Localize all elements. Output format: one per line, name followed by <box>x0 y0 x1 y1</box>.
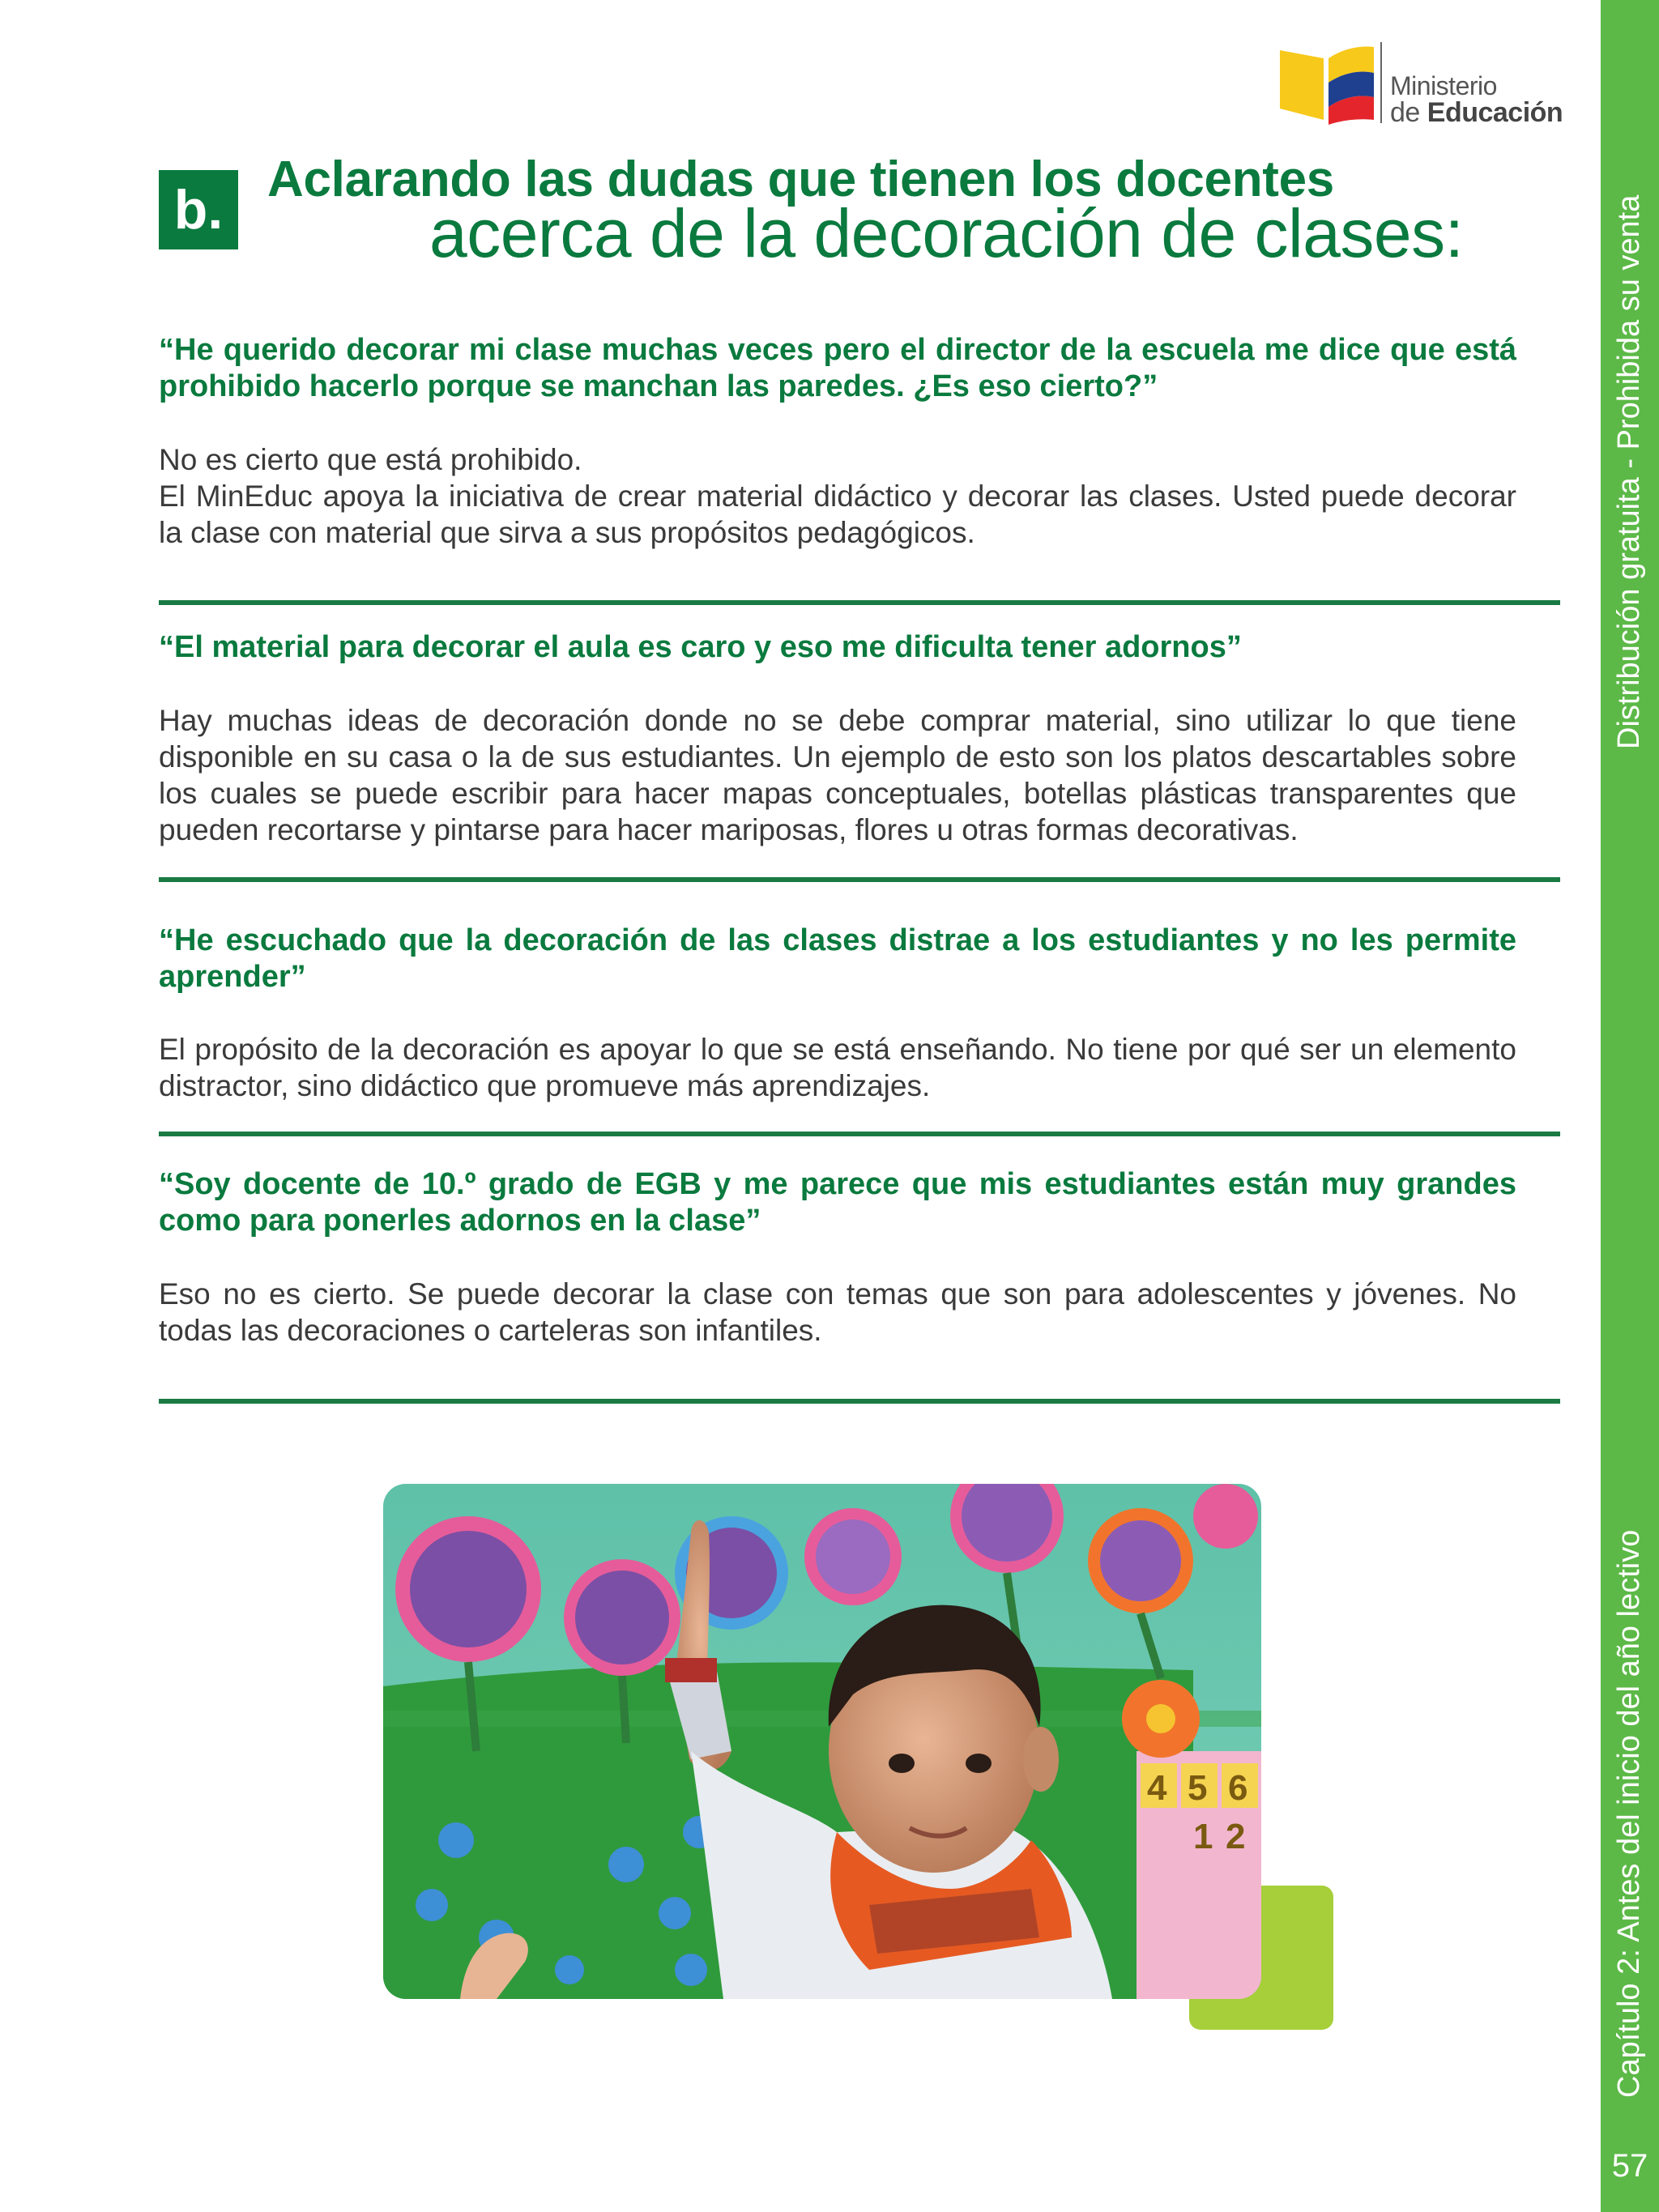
wall-number: 4 <box>1147 1768 1167 1808</box>
answer-2-p1: Hay muchas ideas de decoración donde no se debe comprar material, sino utilizar lo que tiene disponible en su casa o la de sus estudiantes. Un ejemplo de esto son los platos descartables sobre los cuales se puede escribir para hacer mapas conceptuales, botellas plásticas transparentes que pueden recortarse y pintarse para hacer mariposas, flores u otras formas decorativas. <box>159 704 1516 846</box>
section-divider <box>159 600 1560 605</box>
orange-flower <box>1122 1680 1200 1758</box>
section-badge: b. <box>159 170 238 249</box>
answer-2 <box>159 702 1516 848</box>
question-3: “He escuchado que la decoración de las clases distrae a los estudiantes y no les permite aprender” <box>159 923 1516 994</box>
logo-divider <box>1380 42 1382 123</box>
side-text-distribution: Distribución gratuita - Prohibida su venta <box>1612 194 1646 749</box>
flag-book-icon <box>1278 40 1375 126</box>
section-divider <box>159 877 1560 882</box>
answer-4 <box>159 1276 1516 1349</box>
logo-line-educacion: de Educación <box>1390 97 1563 128</box>
wall-number: 5 <box>1188 1768 1208 1808</box>
page-title-line2: acerca de la decoración de clases: <box>429 195 1464 271</box>
classroom-illustration <box>383 1484 1261 1999</box>
wall-number: 6 <box>1228 1768 1248 1808</box>
wall-number: 1 <box>1193 1817 1213 1856</box>
wall-number: 2 <box>1226 1817 1246 1856</box>
answer-1-p2: El MinEduc apoya la iniciativa de crear material didáctico y decorar las clases. Usted puede decorar la clase con material que sirva a sus propósitos pedagógicos. <box>159 479 1516 549</box>
logo-line-ministerio: Ministerio <box>1390 71 1497 100</box>
section-divider <box>159 1399 1560 1404</box>
question-1: “He querido decorar mi clase muchas veces pero el director de la escuela me dice que está prohibido hacerlo porque se manchan las paredes. ¿Es eso cierto?” <box>159 333 1516 403</box>
classroom-photo <box>383 1484 1261 1999</box>
page-title-line1: Aclarando las dudas que tienen los docentes <box>267 151 1334 207</box>
answer-1-p1: No es cierto que está prohibido. <box>159 443 582 476</box>
question-2: “El material para decorar el aula es caro y eso me dificulta tener adornos” <box>159 630 1242 664</box>
answer-3-p1: El propósito de la decoración es apoyar lo que se está enseñando. No tiene por qué ser un elemento distractor, sino didáctico que promueve más aprendizajes. <box>159 1033 1516 1102</box>
section-divider <box>159 1132 1560 1136</box>
answer-3 <box>159 1031 1516 1104</box>
ministry-logo <box>1278 40 1602 130</box>
page-number: 57 <box>1611 2148 1648 2184</box>
answer-4-p1: Eso no es cierto. Se puede decorar la clase con temas que son para adolescentes y jóvenes. No todas las decoraciones o carteleras son infantiles. <box>159 1277 1516 1347</box>
answer-1 <box>159 441 1516 551</box>
side-text-chapter: Capítulo 2: Antes del inicio del año lectivo <box>1612 1529 1646 2098</box>
question-4: “Soy docente de 10.º grado de EGB y me parece que mis estudiantes están muy grandes como para ponerles adornos en la clase” <box>159 1167 1516 1238</box>
